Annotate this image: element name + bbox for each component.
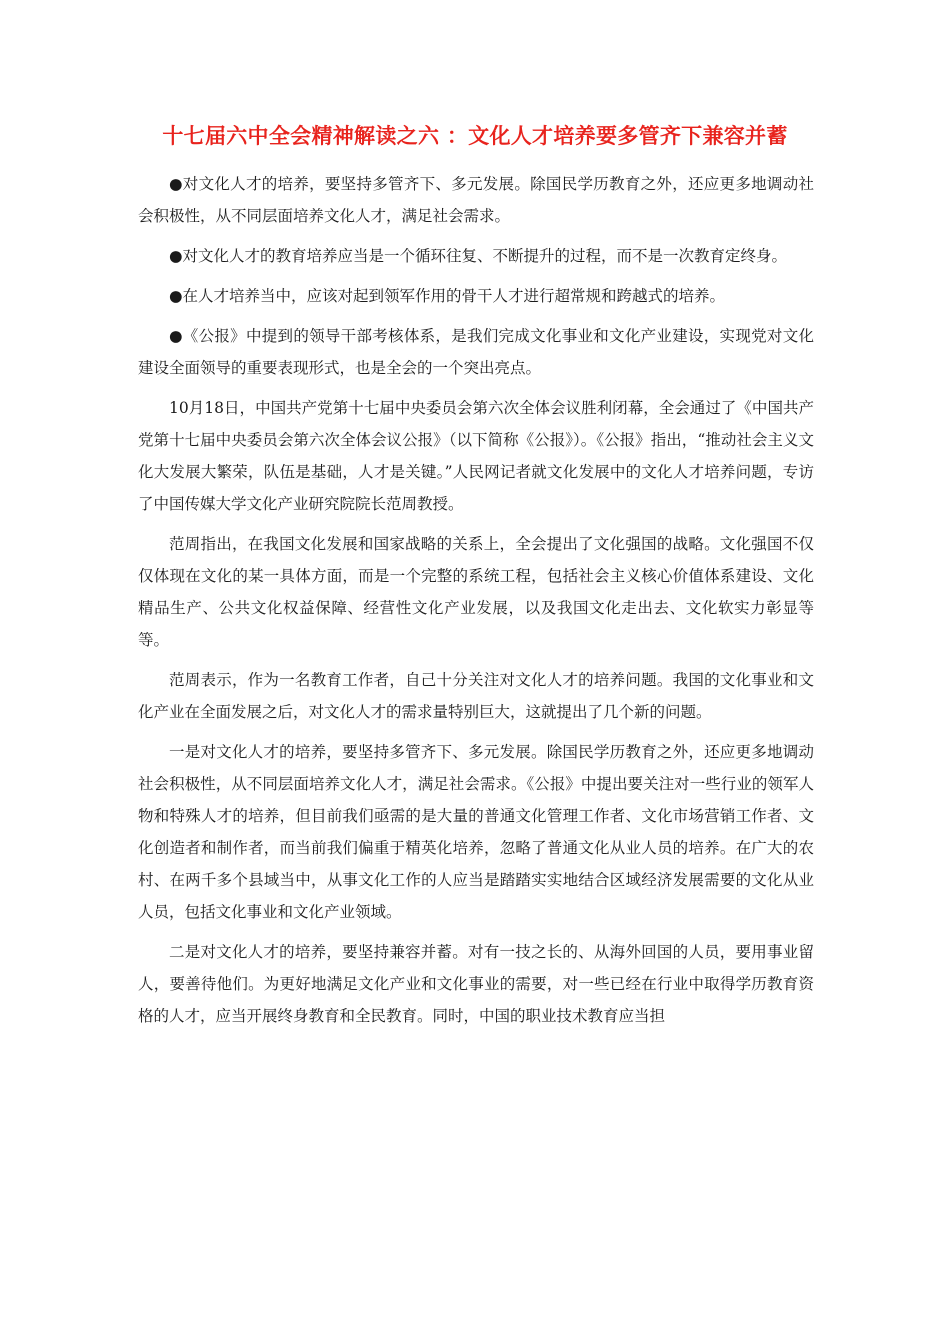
summary-bullet-2: ●对文化人才的教育培养应当是一个循环往复、不断提升的过程，而不是一次教育定终身。 xyxy=(169,247,788,265)
body-paragraph-2: 范周指出，在我国文化发展和国家战略的关系上，全会提出了文化强国的战略。文化强国不仅仅体现在文化的某一具体方面，而是一个完整的系统工程，包括社会主义核心价值体系建设、文化精品生产、公共文化权益保障、经营性文化产业发展，以及我国文化走出去、文化软实力彰显等等。 xyxy=(138,535,814,649)
summary-bullet-3: ●在人才培养当中，应该对起到领军作用的骨干人才进行超常规和跨越式的培养。 xyxy=(169,287,726,305)
body-paragraph-4: 一是对文化人才的培养，要坚持多管齐下、多元发展。除国民学历教育之外，还应更多地调动社会积极性，从不同层面培养文化人才，满足社会需求。《公报》中提出要关注对一些行业的领军人物和特殊人才的培养，但目前我们亟需的是大量的普通文化管理工作者、文化市场营销工作者、文化创造者和制作者，而当前我们偏重于精英化培养，忽略了普通文化从业人员的培养。在广大的农村、在两千多个县域当中，从事文化工作的人应当是踏踏实实地结合区域经济发展需要的文化从业人员，包括文化事业和文化产业领域。 xyxy=(138,743,814,921)
body-paragraph-5: 二是对文化人才的培养，要坚持兼容并蓄。对有一技之长的、从海外回国的人员，要用事业留人，要善待他们。为更好地满足文化产业和文化事业的需要，对一些已经在行业中取得学历教育资格的人才，应当开展终身教育和全民教育。同时，中国的职业技术教育应当担 xyxy=(138,943,814,1025)
document-body xyxy=(138,168,814,1040)
summary-bullet-1: ●对文化人才的培养，要坚持多管齐下、多元发展。除国民学历教育之外，还应更多地调动社会积极性，从不同层面培养文化人才，满足社会需求。 xyxy=(138,175,814,225)
summary-bullet-4: ●《公报》中提到的领导干部考核体系，是我们完成文化事业和文化产业建设，实现党对文化建设全面领导的重要表现形式，也是全会的一个突出亮点。 xyxy=(138,327,814,377)
body-paragraph-3: 范周表示，作为一名教育工作者，自己十分关注对文化人才的培养问题。我国的文化事业和文化产业在全面发展之后，对文化人才的需求量特别巨大，这就提出了几个新的问题。 xyxy=(138,671,814,721)
document-title: 十七届六中全会精神解读之六 ：文化人才培养要多管齐下兼容并蓄 xyxy=(162,123,788,148)
body-paragraph-1: 10月18日，中国共产党第十七届中央委员会第六次全体会议胜利闭幕，全会通过了《中国共产党第十七届中央委员会第六次全体会议公报》（以下简称《公报》）。《公报》指出，“推动社会主义文化大发展大繁荣，队伍是基础，人才是关键。”人民网记者就文化发展中的文化人才培养问题，专访了中国传媒大学文化产业研究院院长范周教授。 xyxy=(138,399,814,513)
